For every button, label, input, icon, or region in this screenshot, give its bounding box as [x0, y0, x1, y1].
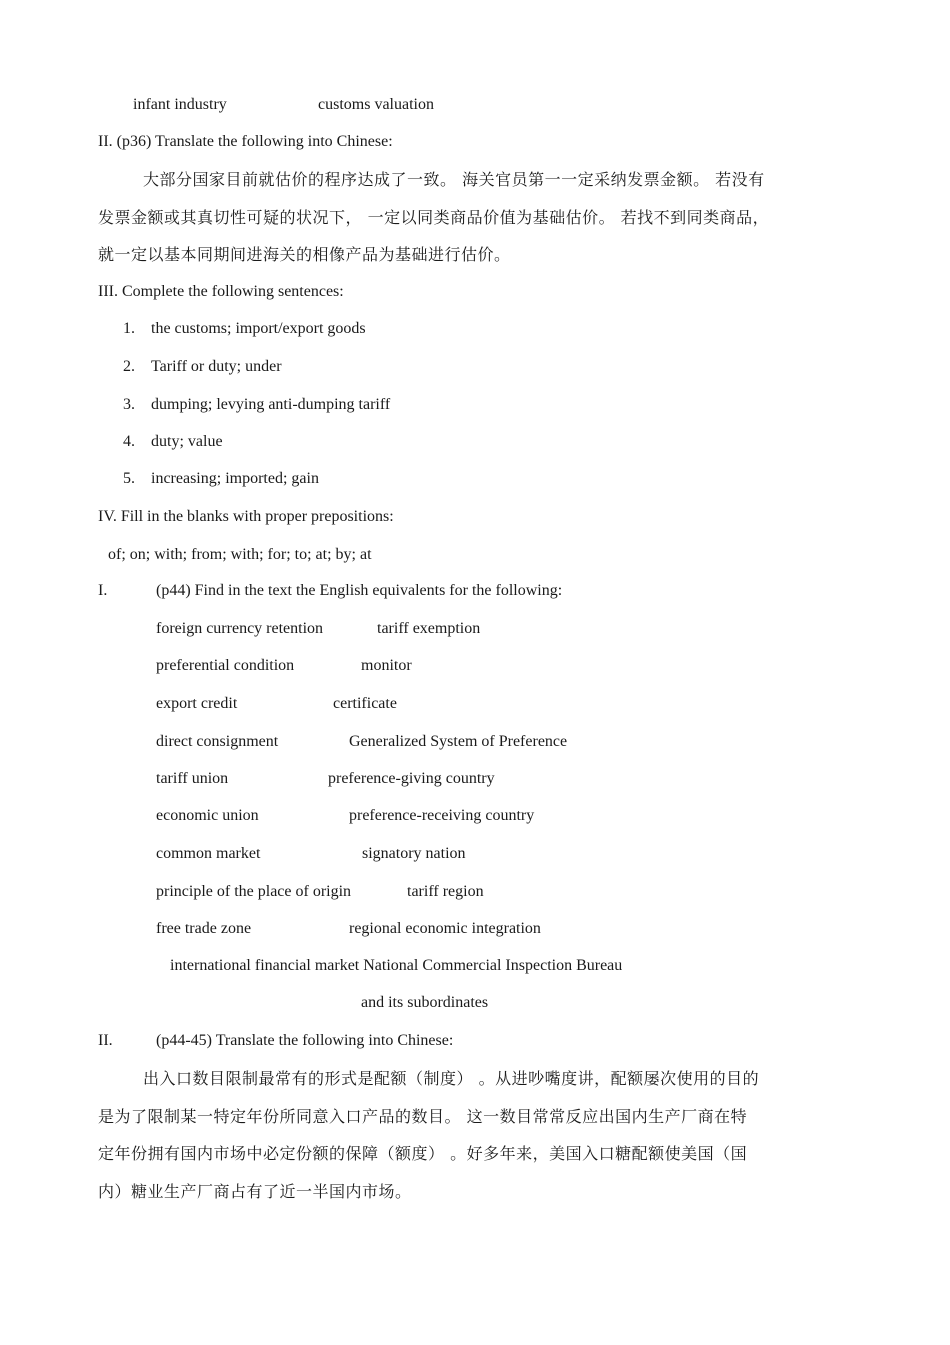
list-item-number: 5.	[123, 470, 135, 487]
section-heading-fill-blanks: IV. Fill in the blanks with proper prepositions:	[98, 508, 394, 525]
term-left: preferential condition	[156, 657, 295, 674]
term-left: free trade zone	[156, 920, 252, 937]
term-left: foreign currency retention	[156, 620, 324, 637]
list-item-text: duty; value	[151, 433, 223, 450]
list-item	[123, 469, 319, 489]
term-line-subordinates: and its subordinates	[361, 994, 489, 1011]
term-left: common market	[156, 845, 261, 862]
list-item-text: Tariff or duty; under	[151, 358, 282, 375]
chinese-paragraph-line: 是为了限制某一特定年份所同意入口产品的数目。 这一数目常常反应出国内生产厂商在特	[98, 1107, 748, 1126]
list-item-number: 2.	[123, 358, 135, 375]
chinese-paragraph-line: 就一定以基本同期间进海关的相像产品为基础进行估价。	[98, 245, 511, 264]
term-left: export credit	[156, 695, 238, 712]
prepositions-answer: of; on; with; from; with; for; to; at; by; at	[108, 546, 372, 563]
term-right: monitor	[361, 657, 412, 674]
term-right: tariff exemption	[377, 620, 481, 637]
term-right: signatory nation	[362, 845, 466, 862]
list-item	[123, 319, 366, 339]
list-item-number: 4.	[123, 433, 135, 450]
section-heading-translate-p44: (p44-45) Translate the following into Chinese:	[156, 1032, 454, 1049]
term-right: tariff region	[407, 883, 484, 900]
chinese-paragraph-line: 内）糖业生产厂商占有了近一半国内市场。	[98, 1182, 412, 1201]
section-numeral: II.	[98, 1032, 113, 1049]
list-item-number: 3.	[123, 396, 135, 413]
list-item	[123, 432, 223, 452]
term-left: tariff union	[156, 770, 229, 787]
list-item-text: dumping; levying anti-dumping tariff	[151, 396, 391, 413]
term-customs-valuation: customs valuation	[318, 96, 434, 113]
list-item-text: increasing; imported; gain	[151, 470, 319, 487]
section-numeral: I.	[98, 582, 108, 599]
term-right: certificate	[333, 695, 397, 712]
chinese-paragraph-line: 出入口数目限制最常有的形式是配额（制度） 。从进吵嘴度讲，配额屡次使用的目的	[143, 1069, 760, 1088]
chinese-paragraph-line: 发票金额或其真切性可疑的状况下， 一定以同类商品价值为基础估价。 若找不到同类商品，	[98, 208, 770, 227]
list-item-text: the customs; import/export goods	[151, 320, 366, 337]
term-left: direct consignment	[156, 733, 279, 750]
term-line-international: international financial market National Commercial Inspection Bureau	[170, 957, 623, 974]
term-right: Generalized System of Preference	[349, 733, 568, 750]
term-left: principle of the place of origin	[156, 883, 352, 900]
chinese-paragraph-line: 大部分国家目前就估价的程序达成了一致。 海关官员第一一定采纳发票金额。 若没有	[143, 170, 765, 189]
term-infant-industry: infant industry	[133, 96, 227, 113]
term-right: preference-giving country	[328, 770, 495, 787]
section-heading-translate-p36: II. (p36) Translate the following into Chinese:	[98, 133, 393, 150]
term-left: economic union	[156, 807, 259, 824]
list-item	[123, 357, 282, 377]
term-right: preference-receiving country	[349, 807, 535, 824]
list-item	[123, 395, 390, 415]
term-right: regional economic integration	[349, 920, 541, 937]
section-heading-find-equivalents: (p44) Find in the text the English equivalents for the following:	[156, 582, 563, 599]
chinese-paragraph-line: 定年份拥有国内市场中必定份额的保障（额度） 。好多年来，美国入口糖配额使美国（国	[98, 1144, 748, 1163]
list-item-number: 1.	[123, 320, 135, 337]
section-heading-complete-sentences: III. Complete the following sentences:	[98, 283, 344, 300]
